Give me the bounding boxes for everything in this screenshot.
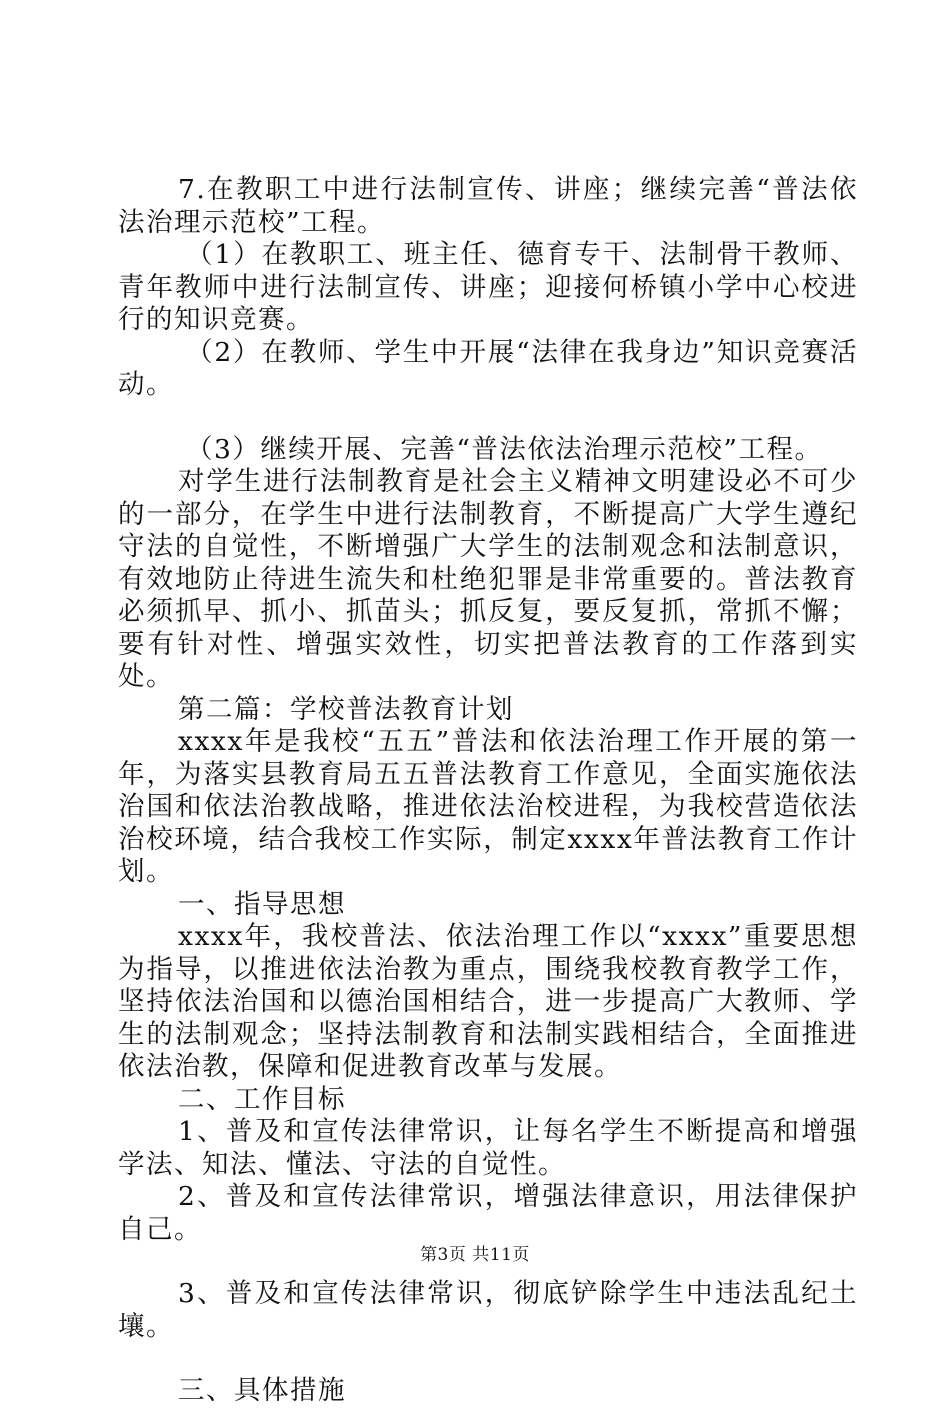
paragraph-intro: xxxx年是我校“五五”普法和依法治理工作开展的第一年，为落实县教育局五五普法教育工作意见，全面实施依法治国和依法治教战略，推进依法治校进程，为我校营造依法治校环境，结合我校工作实际，制定xxxx年普法教育工作计划。 xyxy=(118,726,858,887)
heading-guiding-thought: 一、指导思想 xyxy=(178,888,346,920)
goal-item-1: 1、普及和宣传法律常识，让每名学生不断提高和增强学法、知法、懂法、守法的自觉性。 xyxy=(118,1116,858,1180)
page-footer: 第3页 共11页 xyxy=(420,1245,530,1265)
paragraph-item-7: 7.在教职工中进行法制宣传、讲座；继续完善“普法依法治理示范校”工程。 xyxy=(118,174,858,238)
heading-specific-measures: 三、具体措施 xyxy=(178,1375,346,1406)
paragraph-summary: 对学生进行法制教育是社会主义精神文明建设必不可少的一部分，在学生中进行法制教育，不断提高广大学生遵纪守法的自觉性，不断增强广大学生的法制观念和法制意识，有效地防止待进生流失和杜绝犯罪是非常重要的。普法教育必须抓早、抓小、抓苗头；抓反复，要反复抓，常抓不懈；要有针对性、增强实效性，切实把普法教育的工作落到实处。 xyxy=(118,466,858,692)
paragraph-guiding-thought: xxxx年，我校普法、依法治理工作以“xxxx”重要思想为指导，以推进依法治教为重点，围绕我校教育教学工作，坚持依法治国和以德治国相结合，进一步提高广大教师、学生的法制观念；坚持法制教育和法制实践相结合，全面推进依法治教，保障和促进教育改革与发展。 xyxy=(118,921,858,1082)
paragraph-sub-1: （1）在教职工、班主任、德育专干、法制骨干教师、青年教师中进行法制宣传、讲座；迎接何桥镇小学中心校进行的知识竞赛。 xyxy=(118,239,858,335)
document-body xyxy=(118,174,858,1408)
paragraph-sub-3: （3）继续开展、完善“普法依法治理示范校”工程。 xyxy=(186,433,823,465)
paragraph-sub-2: （2）在教师、学生中开展“法律在我身边”知识竞赛活动。 xyxy=(118,336,858,400)
heading-work-goals: 二、工作目标 xyxy=(178,1083,346,1115)
goal-item-3: 3、普及和宣传法律常识，彻底铲除学生中违法乱纪土壤。 xyxy=(118,1278,858,1342)
section-heading-part2: 第二篇：学校普法教育计划 xyxy=(178,693,514,725)
goal-item-2: 2、普及和宣传法律常识，增强法律意识，用法律保护自己。 xyxy=(118,1181,858,1245)
